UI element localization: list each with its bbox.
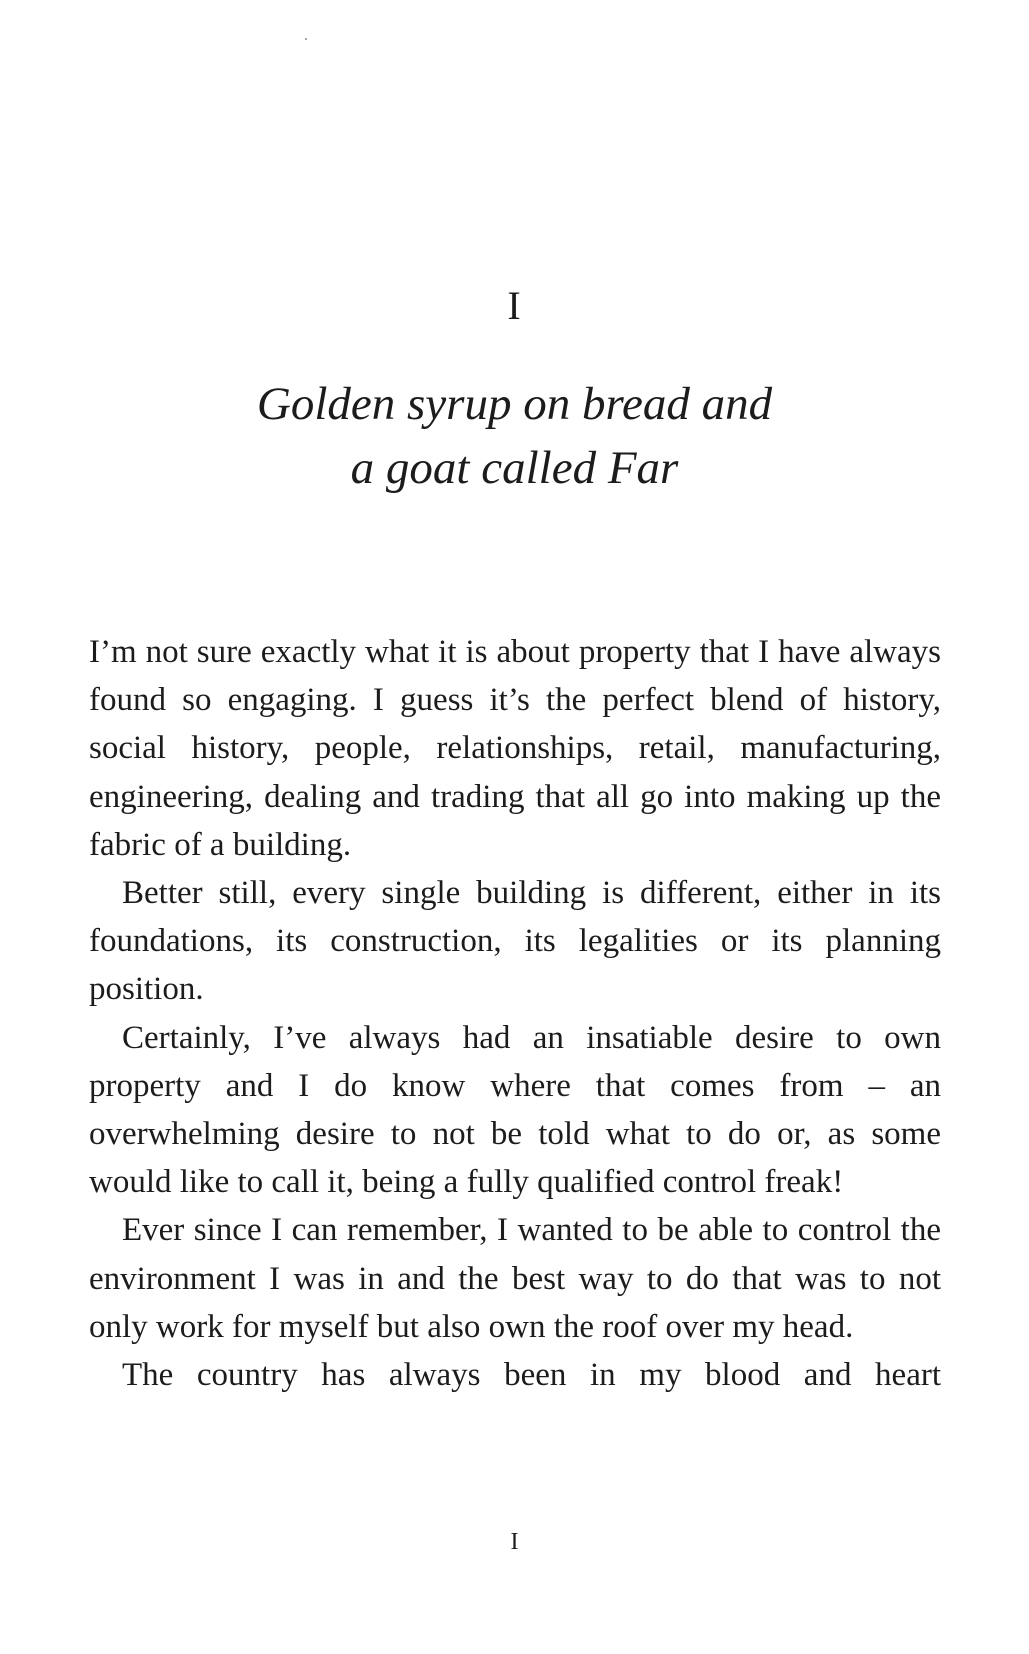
scan-speck — [305, 38, 307, 40]
chapter-title-line-1: Golden syrup on bread and — [256, 378, 773, 430]
chapter-title-line-2: a goat called Far — [350, 442, 679, 494]
paragraph-3: Certainly, I’ve always had an insatiable desire to own property and I do know where that comes from – an overwhelming desire to not be told what to do or, as some would like to call it, being a fully qualified control freak! — [89, 1019, 941, 1201]
chapter-title — [0, 372, 1029, 500]
paragraph-2: Better still, every single building is different, either in its foundations, its construction, its legalities or its planning position. — [89, 875, 941, 1008]
paragraph-1: I’m not sure exactly what it is about property that I have always found so engaging. I guess it’s the perfect blend of history, social history, people, relationships, retail, manufacturing, engineering, dealing and trading that all go into making up the fabric of a building. — [89, 634, 941, 863]
paragraph-4: Ever since I can remember, I wanted to be able to control the environment I was in and the best way to do that was to not only work for myself but also own the roof over my head. — [89, 1212, 941, 1345]
chapter-number: I — [507, 283, 522, 328]
body-text — [89, 628, 941, 1399]
paragraph-5: The country has always been in my blood and heart — [122, 1357, 941, 1394]
page-number: I — [510, 1529, 519, 1555]
